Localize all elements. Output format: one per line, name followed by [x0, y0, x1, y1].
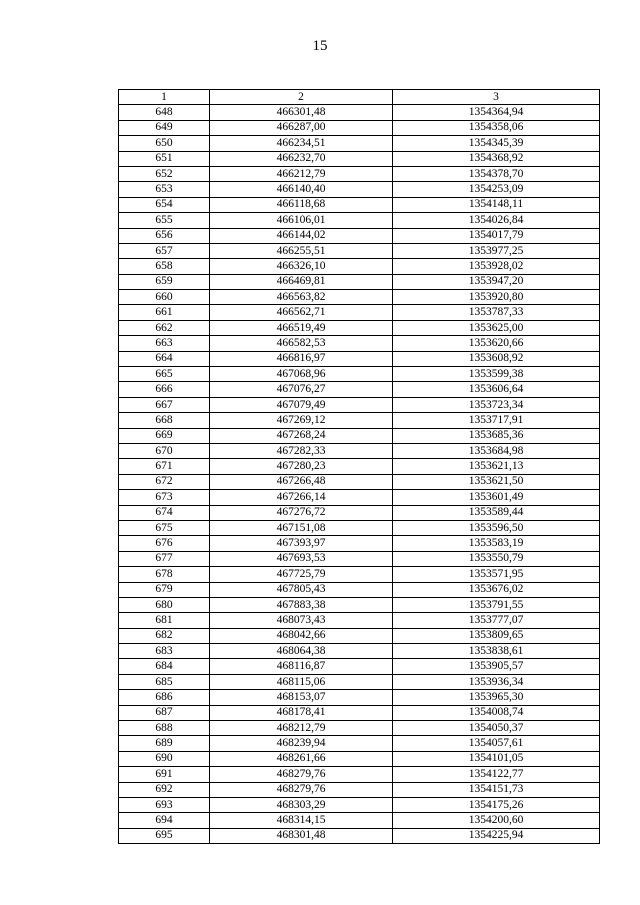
coordinate-y-cell: 1354200,60: [393, 813, 600, 828]
point-number-cell: 668: [119, 413, 210, 428]
column-header-2: 2: [210, 90, 393, 105]
point-number-cell: 688: [119, 721, 210, 736]
coordinate-y-cell: 1354050,37: [393, 721, 600, 736]
table-row: [119, 136, 600, 151]
coordinate-x-cell: 468301,48: [210, 828, 393, 843]
coordinate-x-cell: 466144,02: [210, 228, 393, 243]
coordinate-x-cell: 466287,00: [210, 120, 393, 135]
point-number-cell: 675: [119, 520, 210, 535]
coordinate-x-cell: 467276,72: [210, 505, 393, 520]
coordinates-table: [118, 89, 600, 844]
table-row: [119, 751, 600, 766]
coordinate-x-cell: 466326,10: [210, 259, 393, 274]
table-row: [119, 613, 600, 628]
table-row: [119, 166, 600, 181]
coordinate-y-cell: 1353583,19: [393, 536, 600, 551]
coordinate-x-cell: 466563,82: [210, 290, 393, 305]
point-number-cell: 677: [119, 551, 210, 566]
point-number-cell: 672: [119, 474, 210, 489]
point-number-cell: 653: [119, 182, 210, 197]
point-number-cell: 686: [119, 690, 210, 705]
point-number-cell: 694: [119, 813, 210, 828]
point-number-cell: 669: [119, 428, 210, 443]
table-row: [119, 274, 600, 289]
point-number-cell: 679: [119, 582, 210, 597]
point-number-cell: 692: [119, 782, 210, 797]
point-number-cell: 695: [119, 828, 210, 843]
point-number-cell: 654: [119, 197, 210, 212]
table-row: [119, 197, 600, 212]
coordinate-y-cell: 1353601,49: [393, 490, 600, 505]
coordinate-y-cell: 1354008,74: [393, 705, 600, 720]
coordinate-x-cell: 467076,27: [210, 382, 393, 397]
coordinate-y-cell: 1354225,94: [393, 828, 600, 843]
coordinate-y-cell: 1353809,65: [393, 628, 600, 643]
coordinate-x-cell: 467266,48: [210, 474, 393, 489]
coordinate-x-cell: 466816,97: [210, 351, 393, 366]
coordinate-y-cell: 1353947,20: [393, 274, 600, 289]
coordinate-x-cell: 468116,87: [210, 659, 393, 674]
table-row: [119, 659, 600, 674]
coordinate-y-cell: 1354345,39: [393, 136, 600, 151]
point-number-cell: 684: [119, 659, 210, 674]
coordinate-x-cell: 466140,40: [210, 182, 393, 197]
table-header-row: [119, 90, 600, 105]
coordinate-y-cell: 1353571,95: [393, 567, 600, 582]
point-number-cell: 693: [119, 797, 210, 812]
coordinate-x-cell: 468261,66: [210, 751, 393, 766]
table-row: [119, 767, 600, 782]
coordinate-x-cell: 466582,53: [210, 336, 393, 351]
table-row: [119, 628, 600, 643]
coordinate-y-cell: 1354175,26: [393, 797, 600, 812]
coordinate-x-cell: 466106,01: [210, 213, 393, 228]
coordinate-x-cell: 468042,66: [210, 628, 393, 643]
coordinate-x-cell: 467151,08: [210, 520, 393, 535]
table-row: [119, 413, 600, 428]
coordinate-x-cell: 468115,06: [210, 674, 393, 689]
coordinate-x-cell: 468178,41: [210, 705, 393, 720]
table-row: [119, 367, 600, 382]
point-number-cell: 661: [119, 305, 210, 320]
coordinate-x-cell: 466255,51: [210, 243, 393, 258]
coordinate-y-cell: 1354364,94: [393, 105, 600, 120]
coordinate-x-cell: 467393,97: [210, 536, 393, 551]
page-number: 15: [312, 38, 328, 54]
point-number-cell: 662: [119, 320, 210, 335]
coordinate-y-cell: 1353606,64: [393, 382, 600, 397]
coordinate-x-cell: 467725,79: [210, 567, 393, 582]
coordinate-y-cell: 1354017,79: [393, 228, 600, 243]
coordinate-y-cell: 1353717,91: [393, 413, 600, 428]
coordinate-y-cell: 1353928,02: [393, 259, 600, 274]
coordinate-x-cell: 468153,07: [210, 690, 393, 705]
coordinate-x-cell: 468064,38: [210, 644, 393, 659]
table-row: [119, 551, 600, 566]
coordinate-x-cell: 467883,38: [210, 597, 393, 612]
table-row: [119, 351, 600, 366]
coordinate-y-cell: 1353684,98: [393, 443, 600, 458]
coordinate-x-cell: 466118,68: [210, 197, 393, 212]
coordinate-x-cell: 468279,76: [210, 767, 393, 782]
table-row: [119, 674, 600, 689]
table-row: [119, 582, 600, 597]
coordinate-x-cell: 467282,33: [210, 443, 393, 458]
coordinate-y-cell: 1353599,38: [393, 367, 600, 382]
table-row: [119, 443, 600, 458]
coordinate-y-cell: 1353589,44: [393, 505, 600, 520]
table-row: [119, 290, 600, 305]
coordinate-y-cell: 1353685,36: [393, 428, 600, 443]
table-row: [119, 536, 600, 551]
table-row: [119, 597, 600, 612]
coordinate-x-cell: 466469,81: [210, 274, 393, 289]
coordinate-x-cell: 466301,48: [210, 105, 393, 120]
point-number-cell: 660: [119, 290, 210, 305]
coordinate-x-cell: 466519,49: [210, 320, 393, 335]
coordinate-x-cell: 468212,79: [210, 721, 393, 736]
table-row: [119, 690, 600, 705]
coordinate-y-cell: 1353621,50: [393, 474, 600, 489]
table-row: [119, 736, 600, 751]
coordinate-x-cell: 467266,14: [210, 490, 393, 505]
point-number-cell: 663: [119, 336, 210, 351]
table-row: [119, 336, 600, 351]
point-number-cell: 671: [119, 459, 210, 474]
point-number-cell: 674: [119, 505, 210, 520]
table-row: [119, 490, 600, 505]
coordinate-y-cell: 1354378,70: [393, 166, 600, 181]
point-number-cell: 659: [119, 274, 210, 289]
coordinate-y-cell: 1353936,34: [393, 674, 600, 689]
table-row: [119, 320, 600, 335]
coordinate-y-cell: 1353608,92: [393, 351, 600, 366]
coordinate-y-cell: 1354122,77: [393, 767, 600, 782]
coordinate-y-cell: 1354253,09: [393, 182, 600, 197]
coordinate-y-cell: 1353905,57: [393, 659, 600, 674]
table-row: [119, 567, 600, 582]
coordinate-y-cell: 1353838,61: [393, 644, 600, 659]
coordinate-y-cell: 1353787,33: [393, 305, 600, 320]
coordinate-y-cell: 1354057,61: [393, 736, 600, 751]
coordinate-x-cell: 467079,49: [210, 397, 393, 412]
column-header-1: 1: [119, 90, 210, 105]
coordinate-y-cell: 1354151,73: [393, 782, 600, 797]
table-row: [119, 151, 600, 166]
point-number-cell: 666: [119, 382, 210, 397]
coordinate-x-cell: 468303,29: [210, 797, 393, 812]
coordinate-y-cell: 1353723,34: [393, 397, 600, 412]
point-number-cell: 655: [119, 213, 210, 228]
coordinate-x-cell: 466232,70: [210, 151, 393, 166]
coordinate-y-cell: 1353965,30: [393, 690, 600, 705]
point-number-cell: 685: [119, 674, 210, 689]
point-number-cell: 664: [119, 351, 210, 366]
coordinate-y-cell: 1353625,00: [393, 320, 600, 335]
point-number-cell: 658: [119, 259, 210, 274]
table-row: [119, 105, 600, 120]
table-body: [119, 105, 600, 844]
point-number-cell: 680: [119, 597, 210, 612]
coordinate-y-cell: 1354358,06: [393, 120, 600, 135]
table-row: [119, 782, 600, 797]
coordinate-y-cell: 1353920,80: [393, 290, 600, 305]
table-row: [119, 644, 600, 659]
point-number-cell: 652: [119, 166, 210, 181]
table-row: [119, 428, 600, 443]
coordinate-x-cell: 467269,12: [210, 413, 393, 428]
coordinate-y-cell: 1353676,02: [393, 582, 600, 597]
coordinate-y-cell: 1353791,55: [393, 597, 600, 612]
table-row: [119, 828, 600, 843]
point-number-cell: 687: [119, 705, 210, 720]
coordinate-x-cell: 466562,71: [210, 305, 393, 320]
point-number-cell: 681: [119, 613, 210, 628]
column-header-3: 3: [393, 90, 600, 105]
coordinate-y-cell: 1353621,13: [393, 459, 600, 474]
point-number-cell: 657: [119, 243, 210, 258]
coordinate-x-cell: 467805,43: [210, 582, 393, 597]
coordinate-x-cell: 467068,96: [210, 367, 393, 382]
point-number-cell: 650: [119, 136, 210, 151]
coordinate-y-cell: 1354368,92: [393, 151, 600, 166]
point-number-cell: 665: [119, 367, 210, 382]
coordinate-x-cell: 466234,51: [210, 136, 393, 151]
point-number-cell: 691: [119, 767, 210, 782]
table-row: [119, 705, 600, 720]
point-number-cell: 678: [119, 567, 210, 582]
coordinate-y-cell: 1353977,25: [393, 243, 600, 258]
coordinate-y-cell: 1353550,79: [393, 551, 600, 566]
coordinate-y-cell: 1353596,50: [393, 520, 600, 535]
table-row: [119, 120, 600, 135]
coordinate-x-cell: 467268,24: [210, 428, 393, 443]
table-row: [119, 813, 600, 828]
table-row: [119, 397, 600, 412]
coordinate-x-cell: 468279,76: [210, 782, 393, 797]
table-row: [119, 182, 600, 197]
point-number-cell: 683: [119, 644, 210, 659]
coordinate-x-cell: 468314,15: [210, 813, 393, 828]
point-number-cell: 673: [119, 490, 210, 505]
point-number-cell: 649: [119, 120, 210, 135]
point-number-cell: 689: [119, 736, 210, 751]
table-row: [119, 228, 600, 243]
point-number-cell: 656: [119, 228, 210, 243]
coordinate-y-cell: 1353620,66: [393, 336, 600, 351]
point-number-cell: 670: [119, 443, 210, 458]
coordinate-x-cell: 468239,94: [210, 736, 393, 751]
point-number-cell: 651: [119, 151, 210, 166]
coordinate-y-cell: 1353777,07: [393, 613, 600, 628]
coordinate-y-cell: 1354026,84: [393, 213, 600, 228]
table-row: [119, 520, 600, 535]
table-row: [119, 382, 600, 397]
table-row: [119, 459, 600, 474]
point-number-cell: 682: [119, 628, 210, 643]
coordinate-x-cell: 467693,53: [210, 551, 393, 566]
coordinate-x-cell: 468073,43: [210, 613, 393, 628]
table-row: [119, 259, 600, 274]
coordinate-x-cell: 467280,23: [210, 459, 393, 474]
coordinate-x-cell: 466212,79: [210, 166, 393, 181]
point-number-cell: 676: [119, 536, 210, 551]
coordinate-y-cell: 1354148,11: [393, 197, 600, 212]
table-row: [119, 213, 600, 228]
table-row: [119, 305, 600, 320]
point-number-cell: 690: [119, 751, 210, 766]
table-row: [119, 721, 600, 736]
point-number-cell: 648: [119, 105, 210, 120]
table-row: [119, 474, 600, 489]
coordinate-y-cell: 1354101,05: [393, 751, 600, 766]
table-row: [119, 505, 600, 520]
table-row: [119, 797, 600, 812]
table-row: [119, 243, 600, 258]
point-number-cell: 667: [119, 397, 210, 412]
